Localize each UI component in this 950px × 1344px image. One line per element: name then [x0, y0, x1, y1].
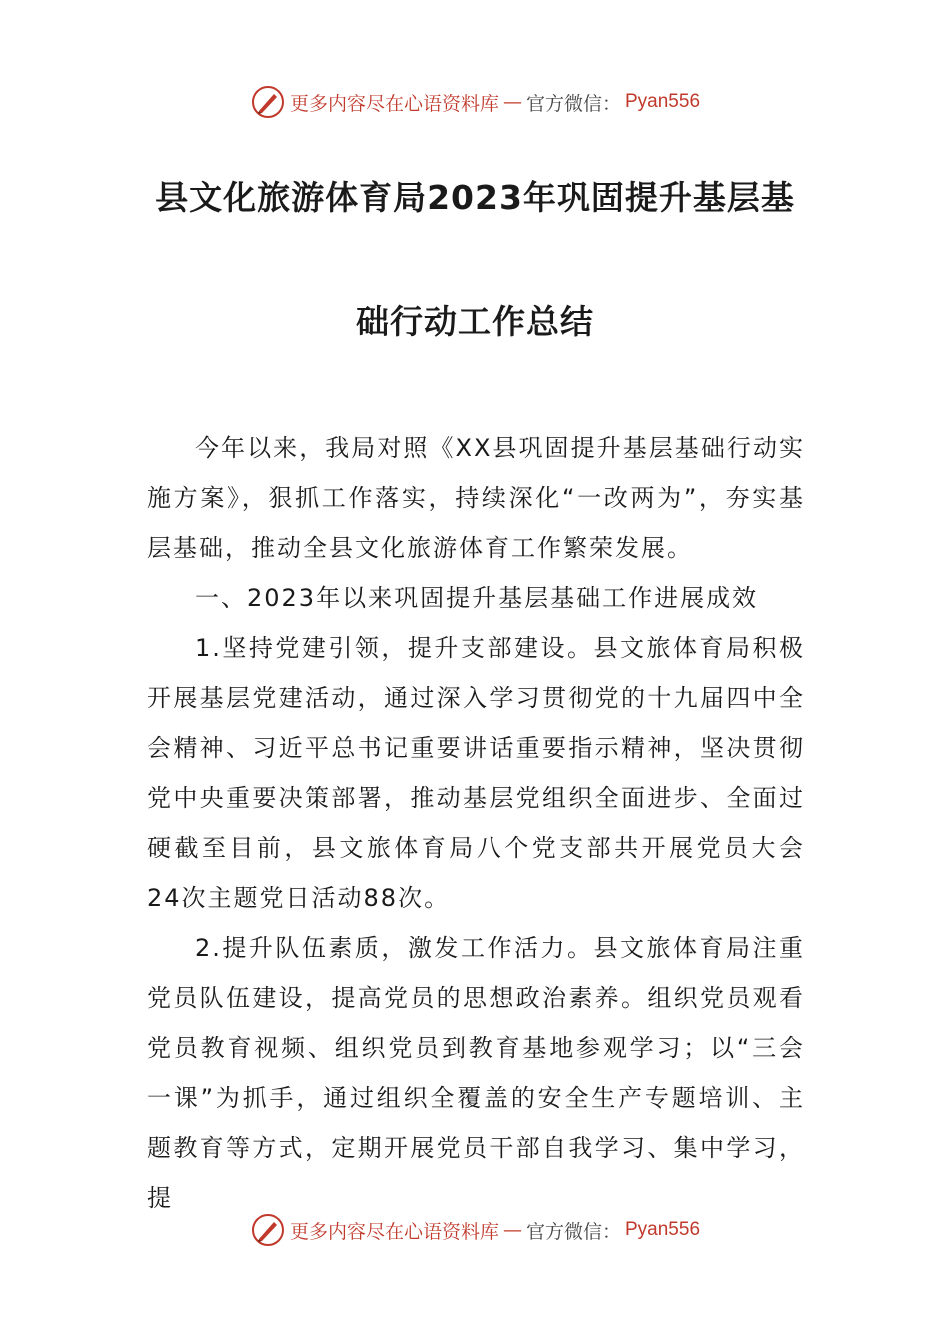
- watermark-account: Pyan556: [625, 91, 701, 112]
- watermark-separator: —: [502, 91, 522, 113]
- watermark-separator: —: [502, 1219, 522, 1241]
- watermark-site: 更多内容尽在心语资料库: [289, 92, 499, 115]
- document-body: [147, 423, 805, 1223]
- paragraph-item-1: 1.坚持党建引领，提升支部建设。县文旅体育局积极开展基层党建活动，通过深入学习贯彻党的十九届四中全会精神、习近平总书记重要讲话重要指示精神，坚决贯彻党中央重要决策部署，推动基层党组织全面进步、全面过硬截至目前，县文旅体育局八个党支部共开展党员大会24次主题党日活动88次。: [147, 634, 805, 912]
- pen-logo-icon: [250, 84, 286, 120]
- document-title-line2: 础行动工作总结: [356, 302, 594, 341]
- document-title-line1: 县文化旅游体育局2023年巩固提升基层基: [155, 178, 795, 217]
- section-heading: 一、2023年以来巩固提升基层基础工作进展成效: [195, 584, 759, 612]
- watermark-account: Pyan556: [625, 1219, 701, 1240]
- paragraph-item-2: 2.提升队伍素质，激发工作活力。县文旅体育局注重党员队伍建设，提高党员的思想政治素养。组织党员观看党员教育视频、组织党员到教育基地参观学习；以“三会一课”为抓手，通过组织全覆盖的安全生产专题培训、主题教育等方式，定期开展党员干部自我学习、集中学习，提: [147, 934, 805, 1212]
- footer-watermark: [0, 1212, 950, 1248]
- header-watermark: [0, 84, 950, 120]
- paragraph-intro: 今年以来，我局对照《XX县巩固提升基层基础行动实施方案》，狠抓工作落实，持续深化“一改两为”，夯实基层基础，推动全县文化旅游体育工作繁荣发展。: [147, 434, 805, 562]
- watermark-label: 官方微信：: [525, 1220, 621, 1243]
- watermark-site: 更多内容尽在心语资料库: [289, 1220, 499, 1243]
- watermark-label: 官方微信：: [525, 92, 621, 115]
- pen-logo-icon: [250, 1212, 286, 1248]
